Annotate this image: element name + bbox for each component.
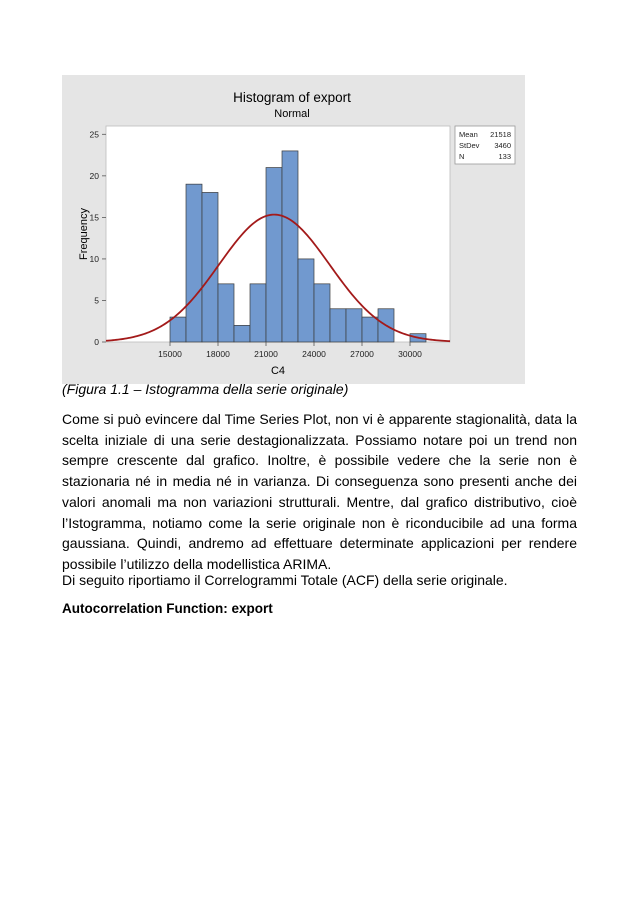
body-paragraph-1: Come si può evincere dal Time Series Plot, non vi è apparente stagionalità, data la scelta iniziale di una serie destagionalizzata. Possiamo notare poi un trend non sempre crescente dal grafico. Inoltre, è possibile vedere che la serie non è stazionaria né in media né in varianza. Di conseguenza sono presenti anche dei valori anomali ma non variazioni strutturali. Mentre, dal grafico distributivo, cioè l’Istogramma, notiamo come la serie originale non è riconducibile ad una forma gaussiana. Quindi, andremo ad effettuare determinate applicazioni per rendere possibile l’utilizzo della modellistica ARIMA.	[62, 411, 577, 572]
body-paragraph-2: Di seguito riportiamo il Correlogrammi Totale (ACF) della serie originale.	[62, 572, 508, 588]
histogram-bar	[282, 151, 298, 342]
histogram-bar	[330, 309, 346, 342]
stats-value: 133	[498, 152, 511, 161]
x-tick-label: 27000	[350, 349, 374, 359]
y-tick-label: 20	[89, 170, 99, 181]
y-tick-label: 5	[94, 295, 99, 306]
x-tick-label: 21000	[254, 349, 278, 359]
histogram-bar	[298, 259, 314, 342]
y-tick-label: 25	[89, 129, 99, 140]
stats-label: N	[459, 152, 465, 161]
y-tick-label: 10	[89, 253, 99, 264]
histogram-bar	[266, 168, 282, 342]
chart-title: Histogram of export	[233, 90, 351, 105]
stats-value: 21518	[490, 130, 511, 139]
x-axis-label: C4	[270, 365, 286, 377]
stats-label: Mean	[459, 130, 478, 139]
x-tick-label: 30000	[398, 349, 422, 359]
histogram-bar	[346, 309, 362, 342]
y-tick-label: 0	[94, 337, 99, 347]
section-heading: Autocorrelation Function: export	[62, 601, 273, 616]
figure-caption: (Figura 1.1 – Istogramma della serie originale)	[62, 381, 349, 397]
histogram-bar	[362, 317, 378, 342]
histogram-bar	[186, 184, 202, 342]
stats-label: StDev	[459, 141, 480, 150]
histogram-bar	[202, 192, 218, 342]
x-tick-label: 18000	[206, 349, 230, 359]
histogram-bar	[170, 317, 186, 342]
stats-value: 3460	[494, 141, 511, 150]
x-tick-label: 15000	[158, 349, 182, 359]
chart-subtitle: Normal	[274, 108, 310, 120]
histogram-bar	[234, 325, 250, 342]
histogram-figure	[62, 75, 525, 384]
histogram-chart	[62, 75, 525, 384]
histogram-bar	[314, 284, 330, 342]
x-tick-label: 24000	[302, 349, 326, 359]
histogram-bar	[218, 284, 234, 342]
y-axis-label: Frequency	[78, 208, 90, 260]
histogram-bar	[250, 284, 266, 342]
y-tick-label: 15	[89, 212, 99, 223]
